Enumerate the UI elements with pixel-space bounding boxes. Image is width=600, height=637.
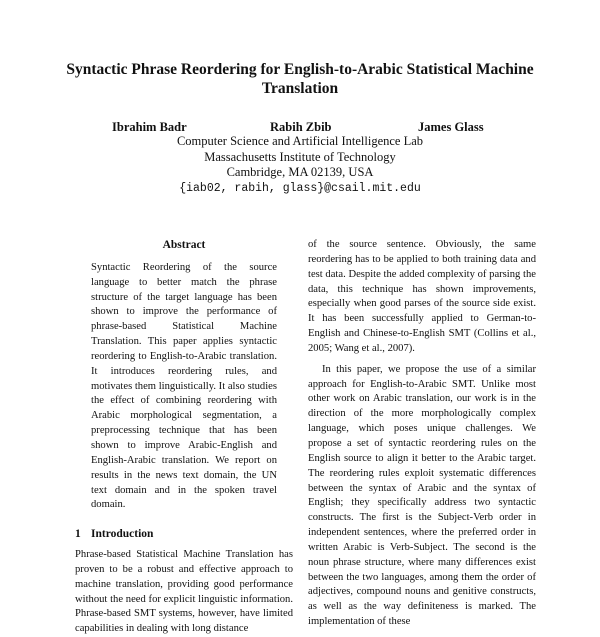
affiliation-block xyxy=(60,134,540,196)
left-column xyxy=(75,238,293,637)
section-title: Introduction xyxy=(91,528,154,541)
section-heading-introduction xyxy=(75,527,293,542)
author-name: James Glass xyxy=(418,120,484,134)
affiliation-address: Cambridge, MA 02139, USA xyxy=(226,165,374,179)
section-number: 1 xyxy=(75,528,81,541)
author-email: {iab02, rabih, glass}@csail.mit.edu xyxy=(179,181,421,195)
affiliation-institute: Massachusetts Institute of Technology xyxy=(204,149,396,164)
paper-title: Syntactic Phrase Reordering for English-to-Arabic Statistical Machine Translation xyxy=(66,61,534,97)
author-name: Rabih Zbib xyxy=(270,120,332,134)
right-column xyxy=(308,238,536,630)
author-name: Ibrahim Badr xyxy=(112,120,187,134)
body-paragraph: of the source sentence. Obviously, the same reordering has to be applied to both training data and test data. Despite the added complexity of parsing the data, this technique has shown improvements, especially when good parses of the source side exist. It has been successfully applied to German-to-English and Chinese-to-English SMT (Collins et al., 2005; Wang et al., 2007). xyxy=(308,239,536,354)
abstract-text: Syntactic Reordering of the source language to better match the phrase structure of the target language has been shown to improve the performance of phrase-based Statistical Machine Translation. This paper applies syntactic reordering to English-to-Arabic translation. It introduces reordering rules, and motivates them linguistically. It also studies the effect of combining reordering with Arabic morphological segmentation, a preprocessing technique that has been shown to improve Arabic-English and English-Arabic translation. We report on results in the news text domain, the UN text domain and in the spoken travel domain. xyxy=(91,261,277,511)
affiliation-lab: Computer Science and Artificial Intelligence Lab xyxy=(176,134,424,148)
body-paragraph: In this paper, we propose the use of a similar approach for English-to-Arabic SMT. Unlike most other work on Arabic translation, our work is in the direction of the more morphologically complex language, which poses unique challenges. We propose a set of syntactic reordering rules on the English source to align it better to the Arabic target. The reordering rules exploit systematic differences between the syntax of Arabic and the syntax of English; they specifically address two syntactic constructs. The first is the Subject-Verb order in independent sentences, where the preferred order in written Arabic is Verb-Subject. The second is the noun phrase structure, where many differences exist between the two languages, among them the order of adjectives, compound nouns and genitive constructs, as well as the way definiteness is marked. The implementation of these xyxy=(308,363,536,628)
introduction-paragraph: Phrase-based Statistical Machine Translation has proven to be a robust and effective approach to machine translation, providing good performance without the need for explicit linguistic information. Phrase-based SMT systems, however, have limited capabilities in dealing with long distance xyxy=(75,549,293,635)
abstract-heading: Abstract xyxy=(162,239,206,251)
